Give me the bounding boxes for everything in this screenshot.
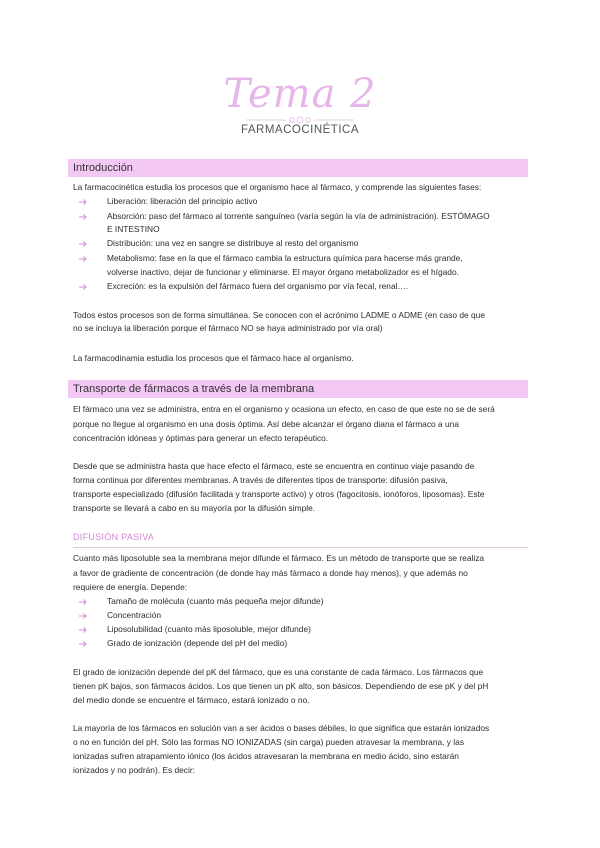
paragraph-line: ionizados y no podrán). Es decir: (73, 765, 195, 775)
paragraph-line: transporte se llevará a cabo en su mayoría por la difusión simple. (73, 503, 316, 513)
paragraph-line: del medio donde se encuentre el fármaco, estará ionizado o no. (73, 695, 310, 705)
paragraph-line: transporte especializado (difusión facilitada y transporte activo) y otros (fagocitosis, ionóforos, liposomas). Este (73, 489, 485, 499)
list-item: Absorción: paso del fármaco al torrente sanguíneo (varía según la vía de administración). ESTÓMAGO (107, 211, 490, 221)
paragraph-line: forma continua por diferentes membranas. A través de diferentes tipos de transporte: difusión pasiva, (73, 475, 448, 485)
list-item: Liposolubilidad (cuanto más liposoluble, mejor difunde) (107, 624, 311, 634)
list-item: Tamaño de molécula (cuanto más pequeña mejor difunde) (107, 596, 324, 606)
list-item: Grado de ionización (depende del pH del medio) (107, 638, 288, 648)
paragraph-line: El grado de ionización depende del pK del fármaco, que es una constante de cada fármaco. Los fármacos que (73, 667, 484, 677)
paragraph-line: porque no llegue al organismo en una dosis óptima. Así debe alcanzar el órgano diana el fármaco a una (73, 419, 459, 429)
paragraph-line: ionizadas sufren atrapamiento iónico (los ácidos atravesaran la membrana en medio ácido, sino estarán (73, 751, 459, 761)
list-item: Liberación: liberación del principio activo (107, 196, 258, 206)
page-title: Tema 2 (223, 71, 377, 117)
paragraph-line: Todos estos procesos son de forma simultánea. Se conocen con el acrónimo LADME o ADME (en caso de que (73, 310, 485, 320)
paragraph-line: Desde que se administra hasta que hace efecto el fármaco, este se encuentra en continuo viaje pasando de (73, 461, 475, 471)
list-item: Distribución: una vez en sangre se distribuye al resto del organismo (107, 238, 359, 248)
arrow-icon (78, 254, 88, 264)
list-item: Metabolismo: fase en la que el fármaco cambia la estructura química para hacerse más grande, (107, 253, 463, 263)
arrow-icon (78, 639, 88, 649)
subsection-rule (73, 547, 528, 548)
paragraph-line: requiere de energía. Depende: (73, 582, 188, 592)
paragraph-line: no se incluya la liberación porque el fármaco NO se haya administrado por vía oral) (73, 323, 383, 333)
paragraph-line: tienen pK bajos, son fármacos ácidos. Los que tienen un pK alto, son básicos. Dependiendo de ese pK y del pH (73, 681, 489, 691)
arrow-icon (78, 197, 88, 207)
arrow-icon (78, 625, 88, 635)
page-subtitle: FARMACOCINÉTICA (240, 124, 360, 136)
arrow-icon (78, 239, 88, 249)
paragraph-line: Cuanto más liposoluble sea la membrana mejor difunde el fármaco. Es un método de transporte que se realiza (73, 553, 485, 563)
arrow-icon (78, 611, 88, 621)
intro-paragraph: La farmacocinética estudia los procesos que el organismo hace al fármaco, y comprende las siguientes fases: (73, 182, 482, 192)
paragraph-farmacodinamia: La farmacodinamia estudia los procesos que el fármaco hace al organismo. (73, 353, 354, 363)
paragraph-line: a favor de gradiente de concentración (de donde hay más fármaco a donde hay menos), y que además no (73, 568, 468, 578)
arrow-icon (78, 597, 88, 607)
section-heading-band (68, 159, 528, 177)
list-item: Concentración (107, 610, 162, 620)
list-item: Excreción: es la expulsión del fármaco fuera del organismo por vía fecal, renal…. (107, 281, 409, 291)
paragraph-line: concentración idóneas y óptimas para generar un efecto terapéutico. (73, 433, 329, 443)
list-item-continuation: volverse inactivo, dejar de funcionar y eliminarse. El mayor órgano metabolizador es el hígado. (107, 267, 459, 277)
section-heading-introduccion: Introducción (73, 162, 133, 174)
list-item-continuation: E INTESTINO (107, 224, 160, 234)
arrow-icon (78, 282, 88, 292)
subsection-heading-difusion-pasiva: DIFUSIÓN PASIVA (73, 532, 155, 542)
paragraph-line: La mayoría de los fármacos en solución van a ser ácidos o bases débiles, lo que significa que estarán ionizados (73, 723, 490, 733)
paragraph-line: El fármaco una vez se administra, entra en el organismo y ocasiona un efecto, en caso de que este no se de será (73, 404, 495, 414)
arrow-icon (78, 212, 88, 222)
paragraph-line: o no en función del pH. Sólo las formas NO IONIZADAS (sin carga) pueden atravesar la membrana, y las (73, 737, 465, 747)
section-heading-transporte: Transporte de fármacos a través de la membrana (73, 383, 315, 395)
